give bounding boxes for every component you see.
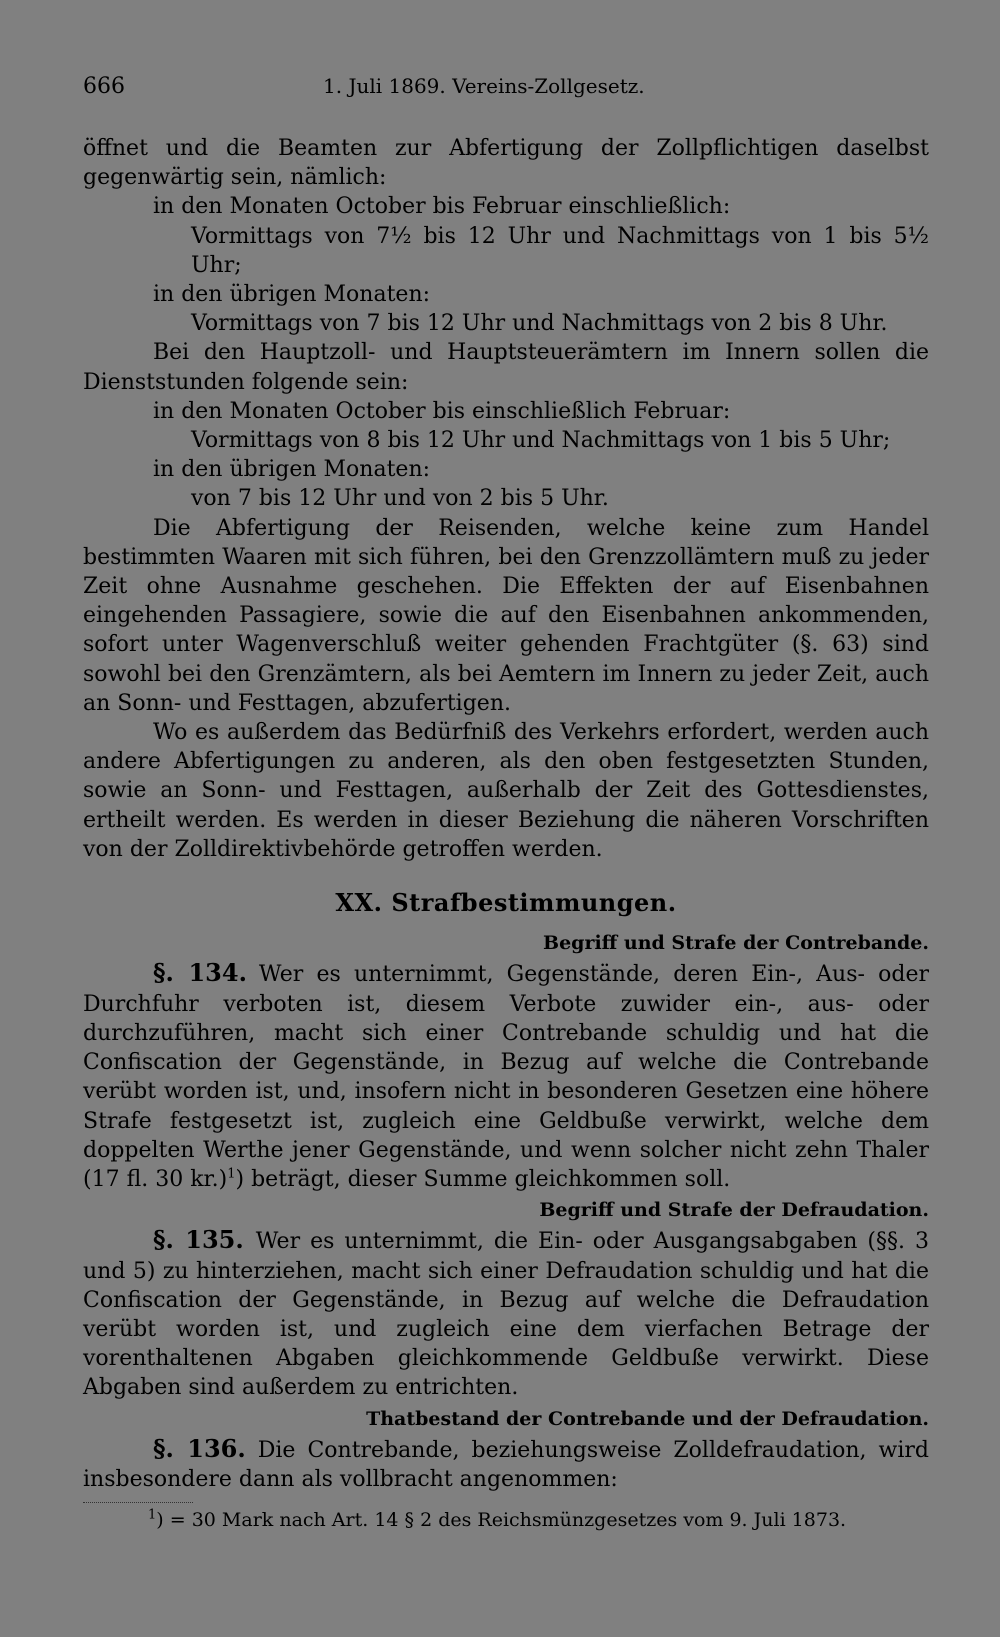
hours-other-inland: von 7 bis 12 Uhr und von 2 bis 5 Uhr. [191, 486, 609, 512]
paragraph-136-text: Die Contrebande, beziehungsweise Zolldefraudation, wird insbesondere dann als vollbracht angenommen: [83, 1437, 929, 1492]
section-number-136: §. 136. [153, 1433, 246, 1463]
section-number-134: §. 134. [153, 958, 247, 988]
period-other-border: in den übrigen Monaten: [153, 282, 431, 308]
paragraph-travellers: Die Abfertigung der Reisenden, welche keine zum Handel bestimmten Waaren mit sich führen, bei den Grenzzollämtern muß zu jeder Zeit ohne Ausnahme geschehen. Die Effekten der auf Eisenbahnen eingehenden Passagiere, sowie die auf den Eisenbahnen ankommenden, sofort unter Wagenverschluß weiter gehenden Frachtgüter (§. 63) sind sowohl bei den Grenzämtern, als bei Aemtern im Innern zu jeder Zeit, auch an Sonn- und Festtagen, abzufertigen. [83, 515, 929, 716]
paragraph-134-text-b: ) beträgt, dieser Summe gleichkommen soll. [235, 1166, 731, 1192]
document-page [83, 72, 929, 1533]
section-number-135: §. 135. [153, 1225, 244, 1255]
running-header [83, 72, 929, 108]
inland-offices-intro: Bei den Hauptzoll- und Hauptsteuerämtern im Innern sollen die Dienststunden folgende sein: [83, 340, 929, 395]
rubric-134: Begriff und Strafe der Contrebande. [543, 932, 929, 955]
paragraph-135 [83, 1225, 929, 1402]
footnote-text: ) = 30 Mark nach Art. 14 § 2 des Reichsmünzgesetzes vom 9. Juli 1873. [156, 1509, 847, 1532]
footnote-divider [83, 1502, 193, 1503]
hours-other-border: Vormittags von 7 bis 12 Uhr und Nachmittags von 2 bis 8 Uhr. [191, 311, 888, 337]
footnote-mark: 1 [148, 1507, 157, 1523]
paragraph-135-text: Wer es unternimmt, die Ein- oder Ausgangsabgaben (§§. 3 und 5) zu hinterziehen, macht sich einer Defraudation schuldig und hat die Confiscation der Gegenstände, in Bezug auf welche die Defraudation verübt worden ist, und zugleich eine dem vierfachen Betrage der vorenthaltenen Abgaben gleichkommende Geldbuße verwirkt. Diese Abgaben sind außerdem zu entrichten. [83, 1229, 929, 1401]
paragraph-134-text-a: Wer es unternimmt, Gegenstände, deren Ein-, Aus- oder Durchfuhr verboten ist, diesem Verbote zuwider ein-, aus- oder durchzuführen, macht sich einer Contrebande schuldig und hat die Confiscation der Gegenstände, in Bezug auf welche die Contrebande verübt worden ist, und, insofern nicht in besonderen Gesetzen eine höhere Strafe festgesetzt ist, zugleich eine Geldbuße verwirkt, welche dem doppelten Werthe jener Gegenstände, und wenn solcher nicht zehn Thaler (17 fl. 30 kr.) [83, 962, 929, 1192]
running-title: 1. Juli 1869. Vereins-Zollgesetz. [323, 74, 645, 98]
period-other-inland: in den übrigen Monaten: [153, 457, 431, 483]
period-winter-inland: in den Monaten October bis einschließlich Februar: [153, 398, 731, 424]
period-winter-border: in den Monaten October bis Februar einschließlich: [153, 194, 731, 220]
paragraph-136 [83, 1434, 929, 1494]
page-number: 666 [83, 74, 125, 99]
footnote [83, 1507, 929, 1533]
rubric-135: Begriff und Strafe der Defraudation. [539, 1199, 929, 1222]
paragraph-134 [83, 958, 929, 1194]
office-hours-intro: öffnet und die Beamten zur Abfertigung der Zollpflichtigen daselbst gegenwärtig sein, nämlich: [83, 136, 929, 191]
footnote-mark-134: 1 [227, 1166, 236, 1182]
section-title: XX. Strafbestimmungen. [335, 888, 677, 918]
paragraph-additional-services: Wo es außerdem das Bedürfniß des Verkehrs erfordert, werden auch andere Abfertigungen zu anderen, als den oben festgesetzten Stunden, sowie an Sonn- und Festtagen, außerhalb der Zeit des Gottesdienstes, ertheilt werden. Es werden in dieser Beziehung die näheren Vorschriften von der Zolldirektivbehörde getroffen werden. [83, 720, 929, 862]
hours-winter-inland: Vormittags von 8 bis 12 Uhr und Nachmittags von 1 bis 5 Uhr; [191, 428, 891, 454]
rubric-136: Thatbestand der Contrebande und der Defraudation. [366, 1407, 929, 1430]
hours-winter-border: Vormittags von 7½ bis 12 Uhr und Nachmittags von 1 bis 5½ Uhr; [191, 223, 929, 278]
